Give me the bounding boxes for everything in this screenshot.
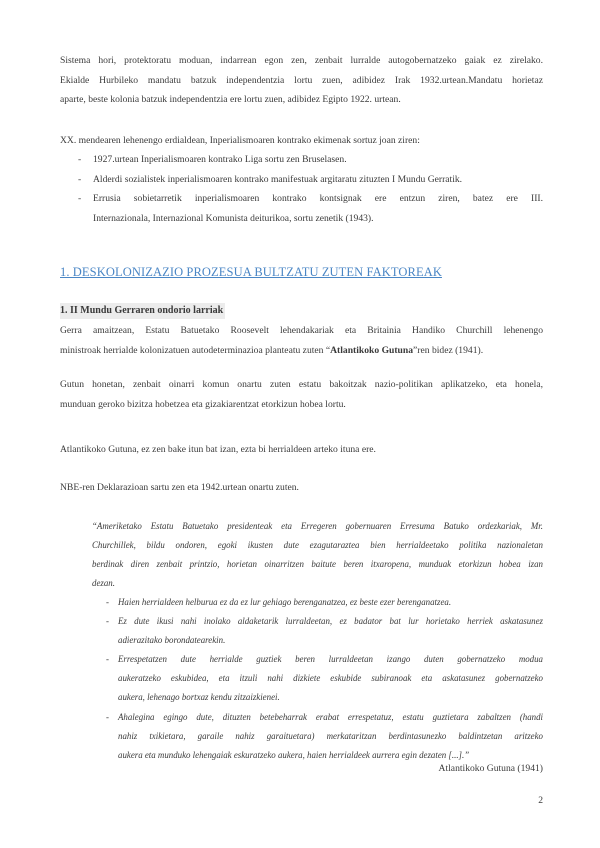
text-line: - Ahalegina egingo dute, dituzten betebeharrak erabat errespetatuz, estatu guztietara zabaltzen (handi (118, 711, 543, 722)
text-line: NBE-ren Deklarazioan sartu zen eta 1942.urtean onartu zuten. (60, 482, 299, 493)
text-line: - Ez dute ikusi nahi inolako aldaketarik lurraldeetan, ez badator bat lur horietako herriek askatasunez (118, 616, 543, 627)
text-line: - Errespetatzen dute herrialde guztiek beren lurraldeetan izango duten gobernatzeko modua (118, 654, 543, 665)
paragraph-nbe (60, 478, 543, 498)
paragraph-gutun (60, 375, 543, 414)
intro-paragraph (60, 51, 543, 110)
text-line: munduan geroko bizitza hobetzea eta gizakiarentzat etorkizun hobea lortu. (60, 398, 346, 410)
xx-list (60, 150, 543, 228)
paragraph-atlantikoko (60, 440, 543, 460)
text-fragment: ”ren bidez (1941). (413, 344, 484, 356)
text-line: dezan. (92, 578, 115, 589)
text-line: aukera, lehenago bortxaz kendu zitzaizkienei. (118, 692, 280, 703)
list-item (92, 708, 543, 765)
list-item: - 1927.urtean Inperialismoaren kontrako Liga sortu zen Bruselasen. (60, 150, 543, 170)
xx-lead (60, 131, 543, 151)
text-line: Gerra amaitzean, Estatu Batuetako Roosevelt lehendakariak eta Britainia Handiko Churchill lehenengo (60, 325, 543, 336)
text-line: adierazitako borondatearekin. (118, 635, 226, 646)
text-line: “Ameriketako Estatu Batuetako presidenteak eta Erregeren gobernuaren Erresuma Batuko ordezkariak, Mr. (92, 521, 543, 531)
list-item (92, 650, 543, 707)
text-line: Ekialde Hurbileko mandatu batzuk independentzia lortu zuen, adibidez Irak 1932.urtean.Mandatu horietaz (60, 74, 543, 86)
bold-term: Atlantikoko Gutuna (330, 344, 414, 356)
text-line: Gutun honetan, zenbait oinarri komun onartu zuten estatu bakoitzak nazio-politikan aplikatzeko, eta honela, (60, 379, 543, 390)
paragraph-roosevelt-churchill (60, 321, 543, 360)
text-line: nahiz txikietara, garaile nahiz garaituetara) merkataritzan berdintasunezko baldintzetan aritzeko (118, 730, 543, 741)
text-line: Churchillek, bildu ondoren, egoki ikusten dute ezagutaraztea bien herrialdeetako politika nazionaletan (92, 540, 543, 551)
quote-list (92, 593, 543, 765)
list-item (60, 189, 543, 228)
text-line: - Errusia sobietarretik inperialismoaren kontrako kontsignak ere entzun ziren, batez ere III. (93, 193, 543, 204)
text-line: Internazionala, Internazional Komunista deiturikoa, sortu zenetik (1943). (93, 212, 374, 224)
text-line: XX. mendearen lehenengo erdialdean, Inperialismoaren kontrako ekimenak sortuz joan ziren: (60, 135, 420, 146)
quote-source: Atlantikoko Gutuna (1941) (438, 763, 543, 774)
list-item (92, 593, 543, 612)
text-line: Sistema hori, protektoratu moduan, indarrean egon zen, zenbait lurralde autogobernatzeko gaiak ez zirelako. (60, 55, 543, 66)
quote-intro (92, 517, 543, 593)
section-heading: 1. DESKOLONIZAZIO PROZESUA BULTZATU ZUTEN FAKTOREAK (60, 265, 442, 279)
text-line: aukeratzeko eskubidea, eta itzuli nahi dizkiete eskubide subiranoak eta askatasunez gobernatzeko (118, 673, 543, 684)
list-item (92, 612, 543, 650)
text-line (60, 341, 543, 361)
text-fragment: ministroak herrialde kolonizatuen autodeterminazioa planteatu zuten “ (60, 344, 331, 356)
text-line: berdinak diren zenbait printzio, horietan oinarritzen baitute beren itxaropena, munduak etorkizun hobea izan (92, 559, 543, 570)
text-line: aparte, beste kolonia batzuk independentzia ere lortu zuen, adibidez Egipto 1922. urtean. (60, 94, 401, 105)
text-line: - Haien herrialdeen helburua ez da ez lur gehiago berenganatzea, ez beste ezer berenganatzea. (118, 597, 452, 607)
subsection-heading: 1. II Mundu Gerraren ondorio larriak (60, 303, 225, 319)
page-number: 2 (538, 795, 543, 806)
list-item: - Alderdi sozialistek inperialismoaren kontrako manifestuak argitaratu zituzten I Mundu Gerratik. (60, 170, 543, 190)
text-line: aukera eta munduko lehengaiak eskuratzeko aukera, haien herrialdeek aurrera egin dezaten [...].” (118, 749, 470, 760)
text-line: Atlantikoko Gutuna, ez zen bake itun bat izan, ezta bi herrialdeen arteko ituna ere. (60, 444, 376, 455)
